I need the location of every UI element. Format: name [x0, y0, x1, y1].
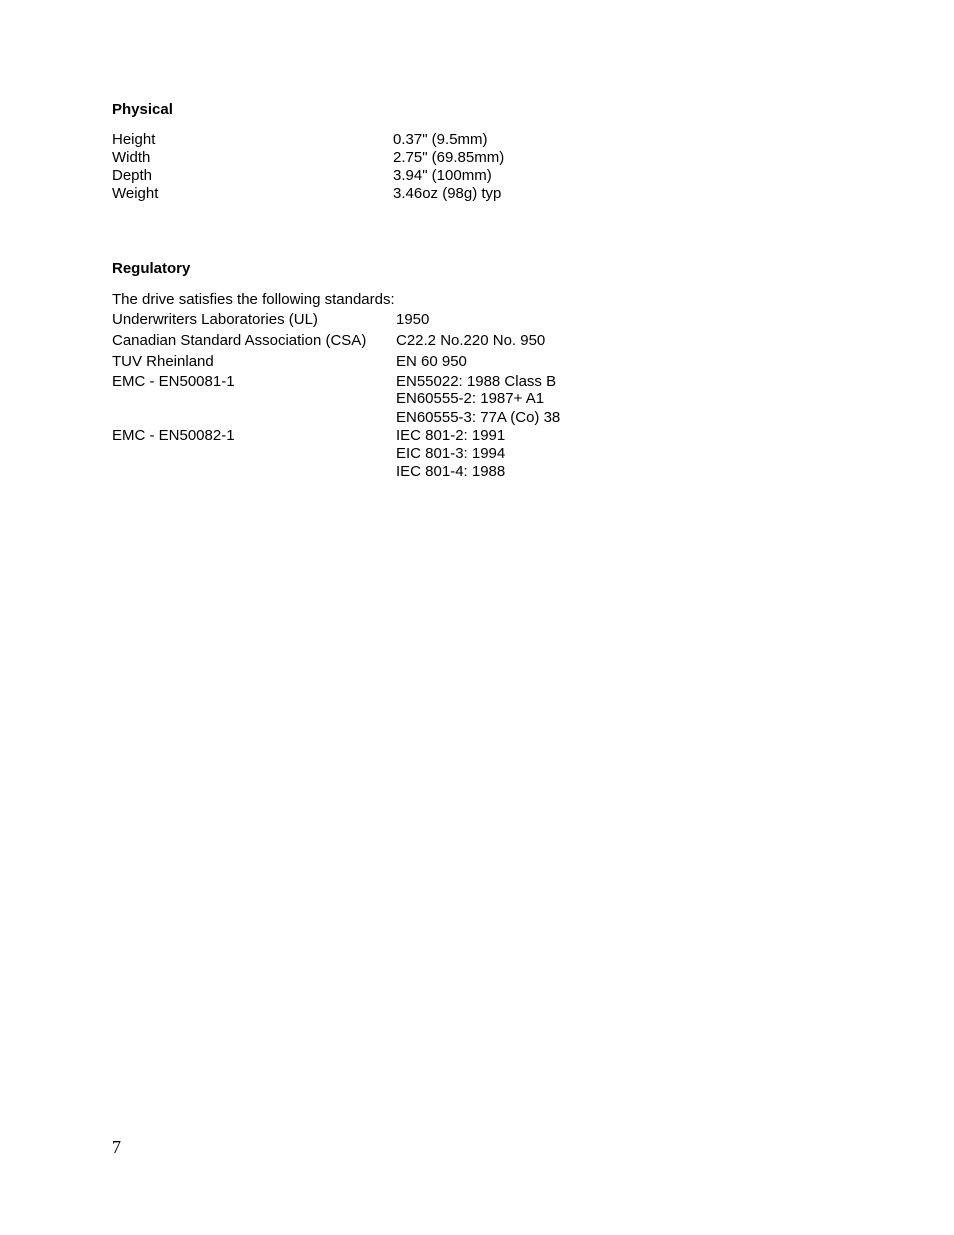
regulatory-value: EN60555-2: 1987+ A1 [396, 390, 545, 407]
physical-heading: Physical [112, 101, 173, 118]
regulatory-value: EN55022: 1988 Class B [396, 373, 557, 390]
regulatory-value: EN 60 950 [396, 353, 467, 370]
regulatory-value: C22.2 No.220 No. 950 [396, 332, 546, 349]
regulatory-label: Canadian Standard Association (CSA) [112, 332, 367, 349]
physical-value: 0.37" (9.5mm) [393, 131, 488, 148]
regulatory-heading: Regulatory [112, 260, 191, 277]
regulatory-intro: The drive satisfies the following standards: [112, 291, 395, 308]
regulatory-value: IEC 801-4: 1988 [396, 463, 506, 480]
regulatory-value: IEC 801-2: 1991 [396, 427, 506, 444]
physical-label: Depth [112, 167, 153, 184]
page-number: 7 [112, 1137, 121, 1157]
regulatory-value: EIC 801-3: 1994 [396, 445, 506, 462]
regulatory-label: TUV Rheinland [112, 353, 214, 370]
physical-label: Weight [112, 185, 159, 202]
regulatory-label: EMC - EN50081-1 [112, 373, 235, 390]
regulatory-value: EN60555-3: 77A (Co) 38 [396, 409, 561, 426]
physical-value: 2.75" (69.85mm) [393, 149, 505, 166]
regulatory-label: EMC - EN50082-1 [112, 427, 235, 444]
physical-label: Width [112, 149, 151, 166]
physical-value: 3.94" (100mm) [393, 167, 492, 184]
physical-label: Height [112, 131, 156, 148]
regulatory-label: Underwriters Laboratories (UL) [112, 311, 318, 328]
physical-value: 3.46oz (98g) typ [393, 185, 502, 202]
regulatory-value: 1950 [396, 311, 430, 328]
